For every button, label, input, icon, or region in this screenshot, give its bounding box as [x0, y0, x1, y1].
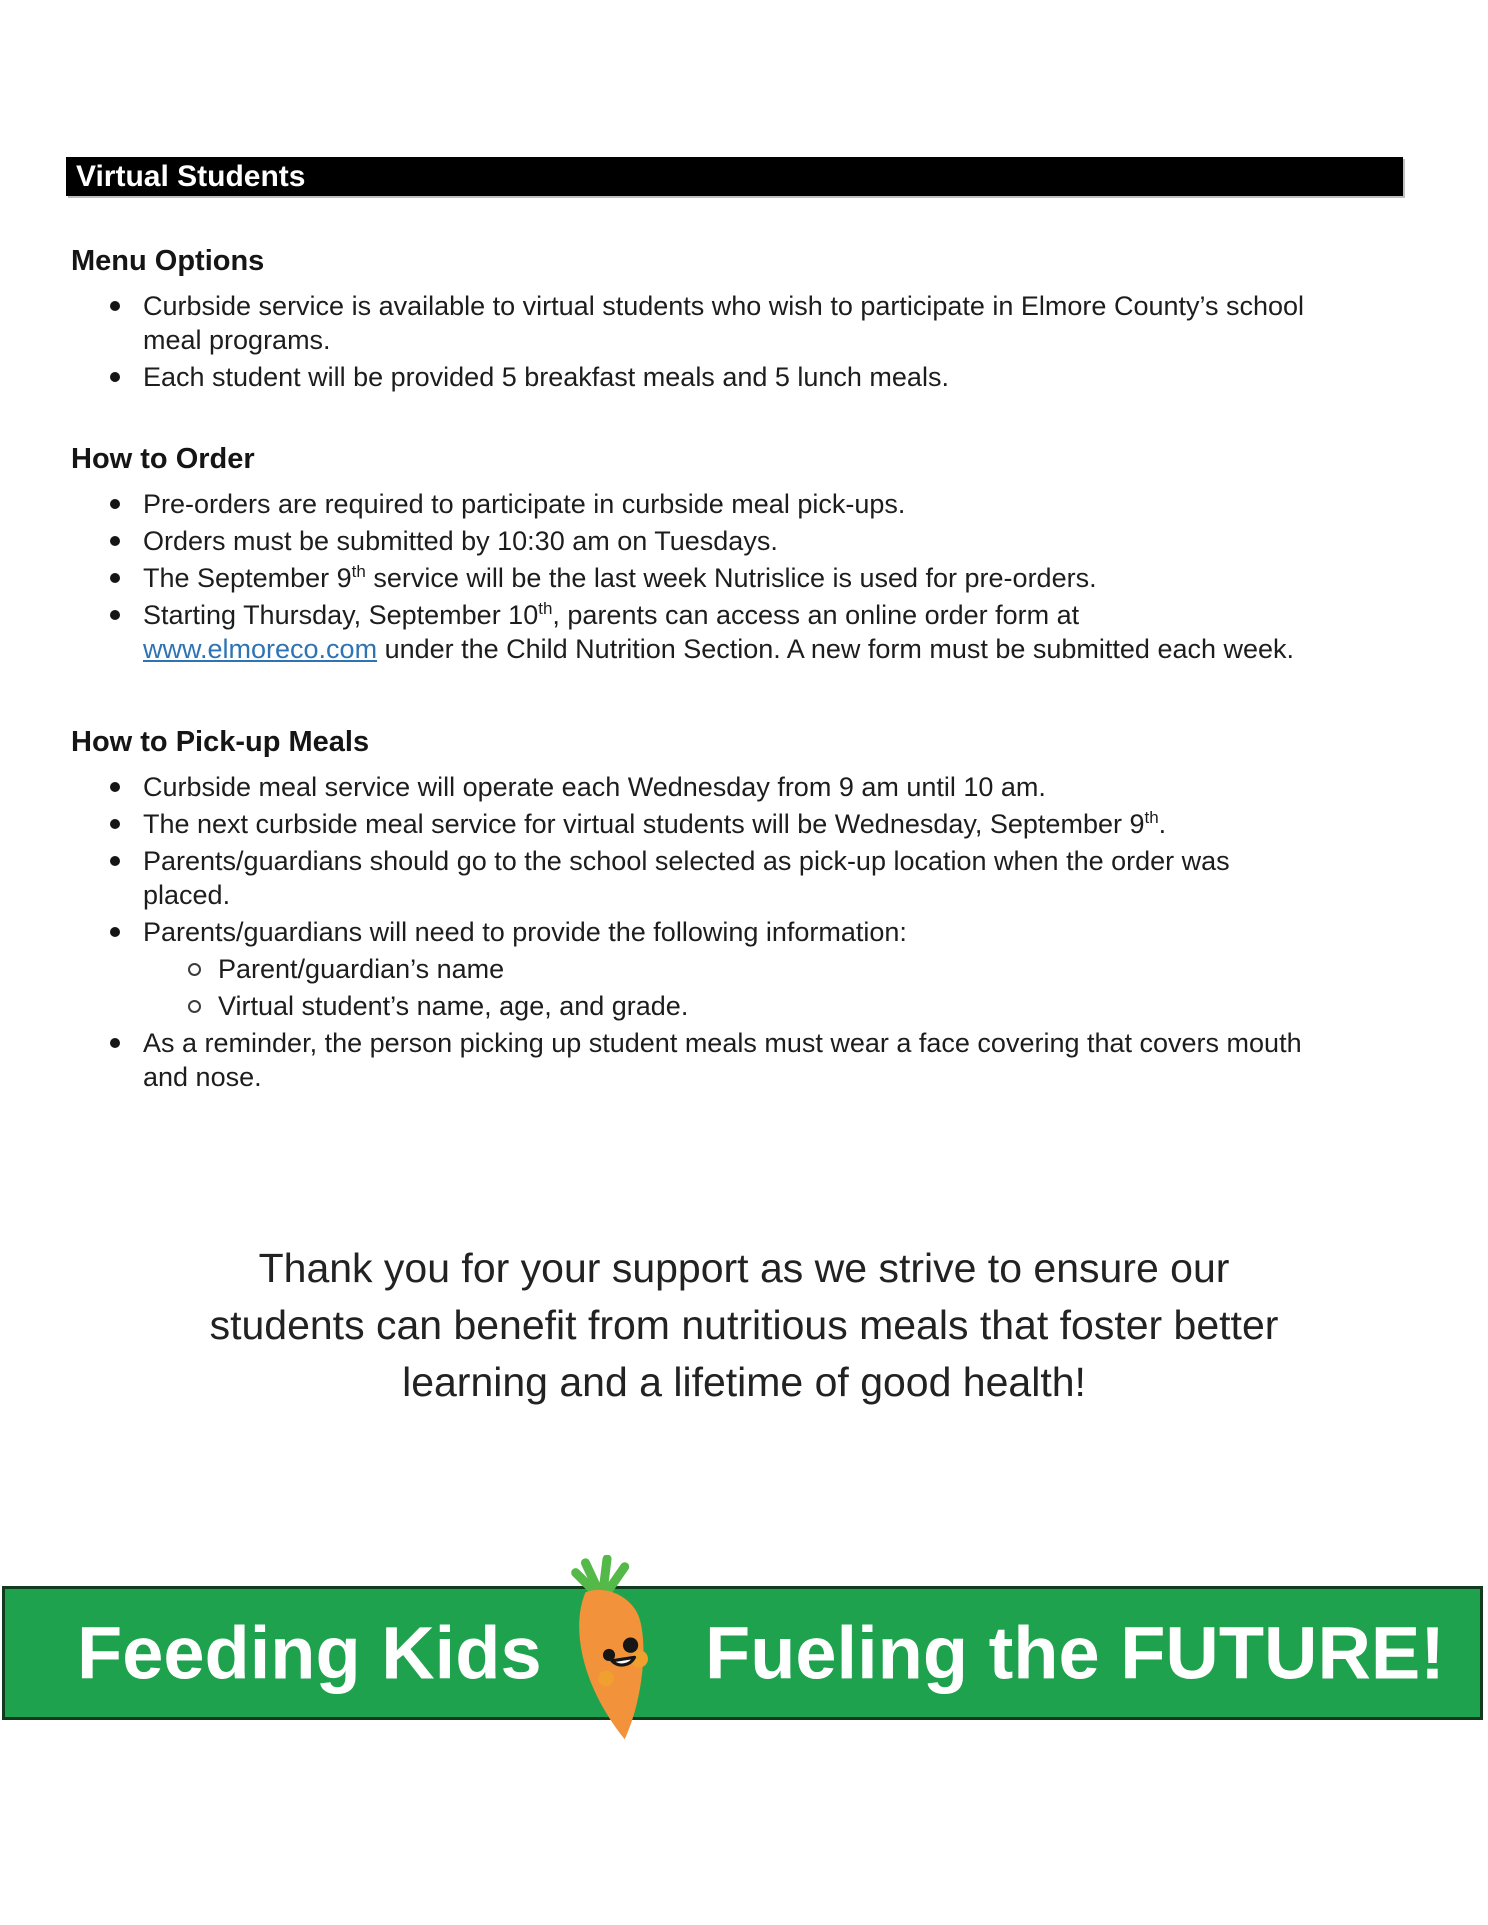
list-item-text: Curbside meal service will operate each Wednesday from 9 am until 10 am. [143, 772, 1046, 802]
bullet-dot-icon [110, 610, 120, 620]
sub-list-item [66, 989, 1366, 1023]
list-item-text: Parent/guardian’s name [218, 954, 505, 984]
list-item-text: Parents/guardians will need to provide the following information: [143, 917, 907, 947]
how-to-pickup-section [66, 724, 1366, 1097]
list-item-text: Orders must be submitted by 10:30 am on Tuesdays. [143, 526, 778, 556]
closing-message-line: Thank you for your support as we strive to ensure our [258, 1245, 1230, 1291]
bullet-dot-icon [110, 536, 120, 546]
list-item-text: Curbside service is available to virtual students who wish to participate in Elmore County’s school meal programs. [143, 291, 1305, 355]
list-item-text [143, 561, 1308, 595]
bullet-dot-icon [110, 782, 120, 792]
bullet-dot-icon [110, 927, 120, 937]
list-item-text: Each student will be provided 5 breakfast meals and 5 lunch meals. [143, 362, 949, 392]
text-segment: The next curbside meal service for virtual students will be Wednesday, September 9 [143, 809, 1145, 839]
text-segment: under the Child Nutrition Section. A new form must be submitted each week. [377, 634, 1295, 664]
bullet-dot-icon [110, 819, 120, 829]
ordinal-superscript: th [351, 562, 366, 581]
list-item-text: As a reminder, the person picking up student meals must wear a face covering that covers mouth and nose. [143, 1028, 1302, 1092]
list-item [66, 561, 1366, 595]
closing-message-line: students can benefit from nutritious meals that foster better [209, 1302, 1279, 1348]
list-item-text: Virtual student’s name, age, and grade. [218, 991, 689, 1021]
how-to-pickup-heading: How to Pick-up Meals [71, 726, 370, 758]
bullet-circle-icon [188, 1000, 201, 1013]
menu-options-section [66, 243, 1366, 397]
carrot-mascot-icon [550, 1555, 668, 1751]
section-header-title: Virtual Students [76, 159, 306, 193]
list-item-text [143, 807, 1308, 841]
bullet-circle-icon [188, 963, 201, 976]
list-item [66, 807, 1366, 841]
list-item [66, 289, 1366, 357]
elmoreco-link[interactable]: www.elmoreco.com [143, 634, 378, 664]
text-segment: service will be the last week Nutrislice is used for pre-orders. [365, 563, 1097, 593]
footer-banner [2, 1586, 1483, 1720]
list-item [66, 598, 1366, 666]
bullet-dot-icon [110, 301, 120, 311]
ordinal-superscript: th [1144, 808, 1159, 827]
section-header-bar [66, 157, 1403, 196]
bullet-dot-icon [110, 856, 120, 866]
how-to-order-section [66, 441, 1366, 669]
list-item [66, 770, 1366, 804]
text-segment: . [1158, 809, 1167, 839]
banner-left-text: Feeding Kids [77, 1611, 542, 1695]
list-item [66, 915, 1366, 949]
bullet-dot-icon [110, 372, 120, 382]
text-segment: Starting Thursday, September 10 [143, 600, 539, 630]
closing-message [64, 1240, 1424, 1411]
how-to-order-heading: How to Order [71, 443, 255, 475]
text-segment: , parents can access an online order form at [552, 600, 1080, 630]
ordinal-superscript: th [538, 599, 553, 618]
list-item [66, 1026, 1366, 1094]
list-item-text: Pre-orders are required to participate in curbside meal pick-ups. [143, 489, 906, 519]
list-item-text [143, 598, 1308, 666]
bullet-dot-icon [110, 1038, 120, 1048]
banner-right-text: Fueling the FUTURE! [705, 1611, 1445, 1695]
closing-message-line: learning and a lifetime of good health! [402, 1359, 1086, 1405]
list-item [66, 524, 1366, 558]
list-item [66, 360, 1366, 394]
menu-options-heading: Menu Options [71, 245, 265, 277]
bullet-dot-icon [110, 499, 120, 509]
sub-list-item [66, 952, 1366, 986]
text-segment: The September 9 [143, 563, 352, 593]
list-item [66, 844, 1366, 912]
list-item [66, 487, 1366, 521]
bullet-dot-icon [110, 573, 120, 583]
list-item-text: Parents/guardians should go to the school selected as pick-up location when the order was placed. [143, 846, 1230, 910]
